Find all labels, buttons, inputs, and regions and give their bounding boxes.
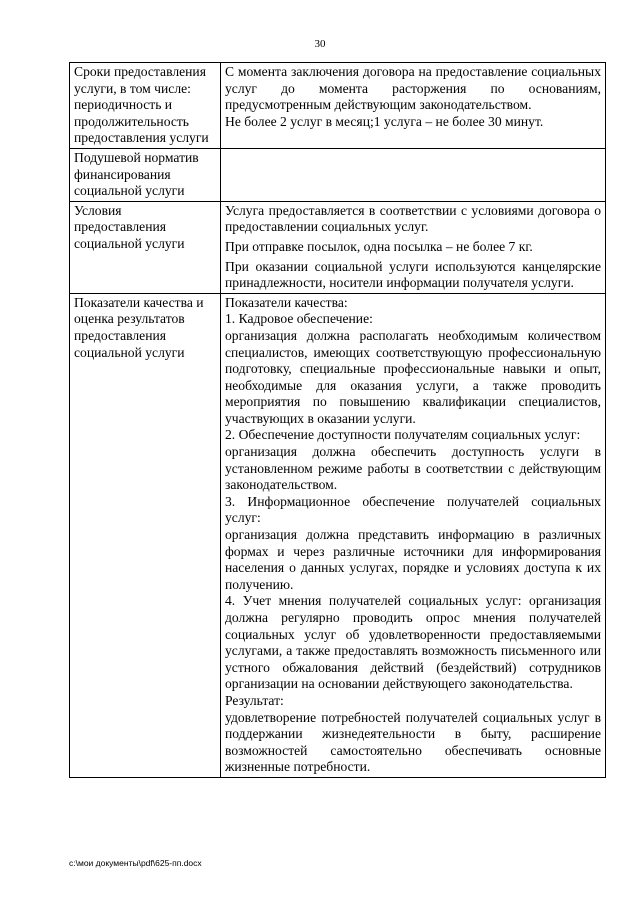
paragraph: При отправке посылок, одна посылка – не более 7 кг. — [225, 238, 533, 254]
paragraph: При оказании социальной услуги используются канцелярские принадлежности, носители информации получателя услуги. — [225, 258, 601, 291]
table-row — [70, 293, 606, 777]
table-row — [70, 201, 606, 293]
table-row — [70, 148, 606, 201]
paragraph: Показатели качества: — [225, 294, 348, 310]
paragraph: 4. Учет мнения получателей социальных услуг: организация должна регулярно проводить опрос мнения получателей социальных услуг об удовлетворенности предоставляемыми услугами, а также предоставлять возможность письменного или устного обжалования действий (бездействий) сотрудников организации на основании действующего законодательства. — [225, 593, 601, 692]
row-content — [221, 63, 606, 149]
paragraph: Результат: — [225, 692, 284, 708]
row-content — [221, 293, 606, 777]
row-content — [221, 201, 606, 293]
row-label: Подушевой норматив финансирования социальной услуги — [70, 148, 221, 201]
paragraph: организация должна представить информацию в различных формах и через различные источники для информирования населения о данных услугах, порядке и условиях доступа к их получению. — [225, 527, 601, 592]
row-label: Условия предоставления социальной услуги — [70, 201, 221, 293]
paragraph: Не более 2 услуг в месяц;1 услуга – не более 30 минут. — [225, 113, 544, 129]
paragraph: 3. Информационное обеспечение получателей социальных услуг: — [225, 493, 601, 526]
paragraph: организация должна располагать необходимым количеством специалистов, имеющих соответствующую профессиональную подготовку, специальные профессиональные навыки и опыт, необходимые для оказания услуги, а также проводить мероприятия по повышению квалификации специалистов, участвующих в оказании услуги. — [225, 327, 601, 426]
table-row — [70, 63, 606, 149]
file-path-footer: c:\мои документы\pdf\625-пп.docx — [69, 858, 202, 868]
row-label: Сроки предоставления услуги, в том числе: периодичность и продолжительность предоставления услуги — [70, 63, 221, 149]
row-content — [221, 148, 606, 201]
page-number: 30 — [314, 38, 326, 50]
paragraph: 2. Обеспечение доступности получателям социальных услуг: — [225, 427, 581, 443]
paragraph: 1. Кадровое обеспечение: — [225, 311, 373, 327]
paragraph: Услуга предоставляется в соответствии с условиями договора о предоставлении социальных услуг. — [225, 202, 601, 235]
paragraph: удовлетворение потребностей получателей социальных услуг в поддержании жизнедеятельности в быту, расширение возможностей самостоятельно обеспечивать основные жизненные потребности. — [225, 709, 601, 775]
service-table — [69, 62, 606, 778]
paragraph: С момента заключения договора на предоставление социальных услуг до момента расторжения по основаниям, предусмотренным действующим законодательством. — [225, 64, 601, 113]
paragraph: организация должна обеспечить доступность услуги в установленном режиме работы в соответствии с действующим законодательством. — [225, 444, 601, 493]
row-label: Показатели качества и оценка результатов предоставления социальной услуги — [70, 293, 221, 777]
